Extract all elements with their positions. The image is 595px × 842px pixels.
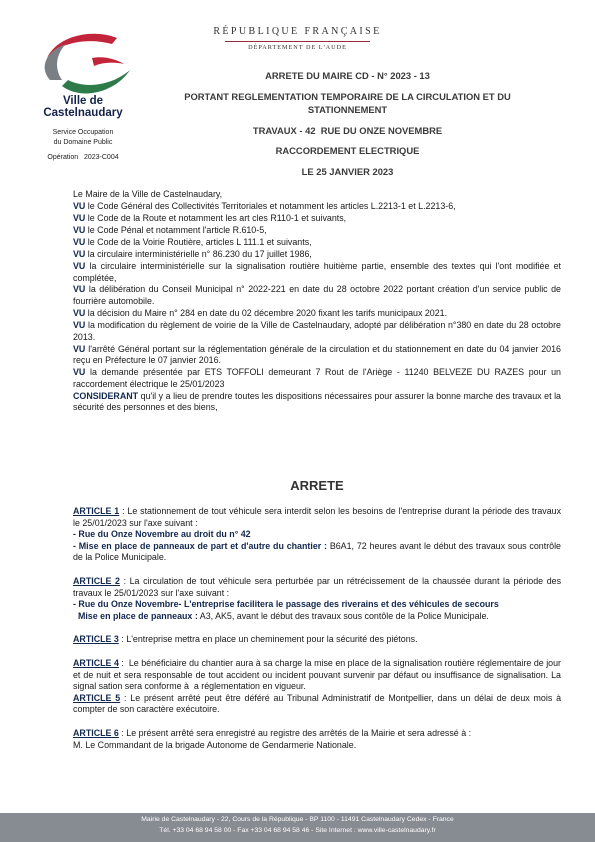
article-label: ARTICLE 6 [73, 727, 119, 738]
vu-label: VU [73, 320, 86, 331]
republic-header: RÉPUBLIQUE FRANÇAISE [213, 26, 382, 37]
vu-label: VU [73, 236, 86, 247]
vu-text: le Code de la Voirie Routière, articles L 111.1 et suivants, [85, 236, 312, 247]
vu-item [73, 308, 561, 320]
vu-item [73, 284, 561, 307]
article-4 [73, 657, 564, 693]
signs-text: B6A1, 72 heures avant le début des travaux sous contrôle de la Police Municipale. [73, 540, 561, 563]
article-label: ARTICLE 5 [73, 692, 121, 703]
footer-address: Mairie de Castelnaudary - 22, Cours de la République - BP 1100 - 11491 Castelnaudary Cedex - France [141, 816, 454, 823]
vu-item [73, 201, 561, 213]
article-label: ARTICLE 1 [73, 506, 120, 516]
vu-item [73, 344, 561, 367]
vu-label: VU [73, 260, 86, 271]
department-header: DÉPARTEMENT DE L'AUDE [248, 44, 347, 51]
article-text: : L'entreprise mettra en place un cheminement pour la sécurité des piétons. [118, 634, 418, 645]
service-line-2: du Domaine Public [53, 139, 113, 146]
vu-label: VU [73, 343, 86, 354]
vu-item [73, 213, 561, 225]
works-date: LE 25 JANVIER 2023 [301, 166, 394, 177]
vu-label: VU [73, 212, 86, 223]
article-1-signs [73, 541, 561, 564]
logo-green-swoosh [62, 70, 130, 93]
vu-label: VU [73, 200, 86, 211]
article-label: ARTICLE 3 [73, 634, 119, 645]
vu-item [73, 249, 561, 261]
article-label: ARTICLE 4 [73, 657, 119, 668]
vu-text: l'arrêté Général portant sur la réglementation générale de la circulation et du stationnement en date du 04 janvier 2016 reçu en Préfecture le 07 janvier 2016. [73, 343, 561, 366]
vu-label: VU [73, 308, 86, 319]
service-block [24, 128, 142, 148]
vu-text: la demande présentée par ETS TOFFOLI demeurant 7 Rout de l'Ariège - 11240 BELVEZE DU RAZES pour un raccordement électrique le 25/01/2023 [73, 367, 561, 389]
vu-item [73, 261, 561, 284]
article-text: : La circulation de tout véhicule sera perturbée par un rétrécissement de la chaussée durant la période des travaux le 25/01/2023 sur l'axe suivant : [73, 575, 562, 598]
vu-text: la circulaire interministérielle sur la signalisation routière huitième partie, ensemble des textes qui l'ont modifiée et complétée, [73, 260, 561, 283]
logo-grey-arc [45, 44, 66, 80]
vu-text: le Code Pénal et notamment l'article R.610-5, [85, 224, 267, 235]
signs-label: - Mise en place de panneaux de part et d'autre du chantier : [73, 540, 327, 551]
arrete-heading: ARRETE [290, 478, 344, 493]
preamble-intro: Le Maire de la Ville de Castelnaudary, [73, 189, 223, 199]
article-2-signs [73, 611, 561, 623]
vu-text: la décision du Maire n° 284 en date du 02 décembre 2020 fixant les tarifs municipaux 2021. [85, 308, 448, 319]
article-1 [73, 506, 561, 529]
vu-text: la délibération du Conseil Municipal n° 2022-221 en date du 28 octobre 2022 portant création d'un service public de fourrière automobile. [73, 284, 561, 307]
vu-item [73, 320, 561, 343]
considerant-text: qu'il y a lieu de prendre toutes les dispositions nécessaires pour assurer la bonne marche des travaux et la sécurité des personnes et des biens, [73, 390, 561, 413]
decree-number: ARRETE DU MAIRE CD - N° 2023 - 13 [265, 70, 430, 81]
vu-text: la modification du règlement de voirie de la Ville de Castelnaudary, adopté par délibération n°380 en date du 28 octobre 2013. [73, 320, 561, 342]
header-divider [225, 41, 370, 42]
vu-label: VU [73, 367, 86, 378]
article-1-location: - Rue du Onze Novembre au droit du n° 42 [73, 529, 251, 540]
works-location: TRAVAUX - 42 RUE DU ONZE NOVEMBRE [252, 125, 443, 136]
considerant [73, 391, 561, 414]
article-6-recipient: M. Le Commandant de la brigade Autonome de Gendarmerie Nationale. [73, 739, 357, 750]
vu-text: le Code de la Route et notamment les art cles R110-1 et suivants, [85, 212, 347, 223]
town-name: Ville de Castelnaudary [43, 95, 123, 119]
logo-red-wing [92, 57, 124, 66]
article-6 [73, 728, 561, 740]
vu-text: la circulaire interministérielle n° 86.230 du 17 juillet 1986, [85, 248, 312, 259]
article-text: : Le présent arrêté sera enregistré au registre des arrêtés de la Mairie et sera adressé à : [118, 727, 472, 738]
articles [73, 506, 564, 751]
vu-item [73, 367, 561, 390]
vu-label: VU [73, 248, 86, 259]
signs-text: A3, AK5, avant le début des travaux sous contôle de la Police Municipale. [197, 610, 489, 621]
article-text: : Le bénéficiaire du chantier aura à sa charge la mise en place de la signalisation routière réglementaire de jour et de nuit et sera responsable de tout accident ou incident pouvant survenir par défaut ou insuffisance de signalisation. La signal sation sera conforme à a réglementation en vigueur. [73, 657, 564, 692]
footer-contact: Tél. +33 04 68 94 58 00 - Fax +33 04 68 94 58 46 - Site Internet : www.ville-castelnaudary.fr [159, 827, 436, 834]
article-label: ARTICLE 2 [73, 575, 120, 586]
vu-label: VU [73, 284, 86, 295]
vu-item [73, 237, 561, 249]
decree-subject: PORTANT REGLEMENTATION TEMPORAIRE DE LA CIRCULATION ET DU STATIONNEMENT [184, 91, 511, 115]
considerant-label: CONSIDERANT [73, 390, 139, 401]
signs-label: Mise en place de panneaux : [73, 610, 198, 621]
operation-number: Opération 2023-C004 [47, 154, 119, 161]
article-2-location: - Rue du Onze Novembre- L'entreprise facilitera le passage des riverains et des véhicules de secours [73, 599, 499, 610]
service-line-1: Service Occupation [52, 129, 114, 136]
article-text: : Le présent arrêté peut être déféré au Tribunal Administratif de Montpellier, dans un délai de deux mois à compter de son caractère exécutoire. [73, 692, 561, 715]
vu-text: le Code Général des Collectivités Territoriales et notamment les articles L.2213-1 et L.2213-6, [85, 200, 456, 211]
article-2 [73, 576, 561, 599]
article-5 [73, 693, 561, 716]
article-3 [73, 634, 561, 646]
preamble [73, 189, 561, 414]
vu-item [73, 225, 561, 237]
article-text: : Le stationnement de tout véhicule sera interdit selon les besoins de l'entreprise durant la période des travaux le 25/01/2023 sur l'axe suivant : [73, 506, 562, 528]
vu-label: VU [73, 224, 86, 235]
works-type: RACCORDEMENT ELECTRIQUE [275, 145, 420, 156]
